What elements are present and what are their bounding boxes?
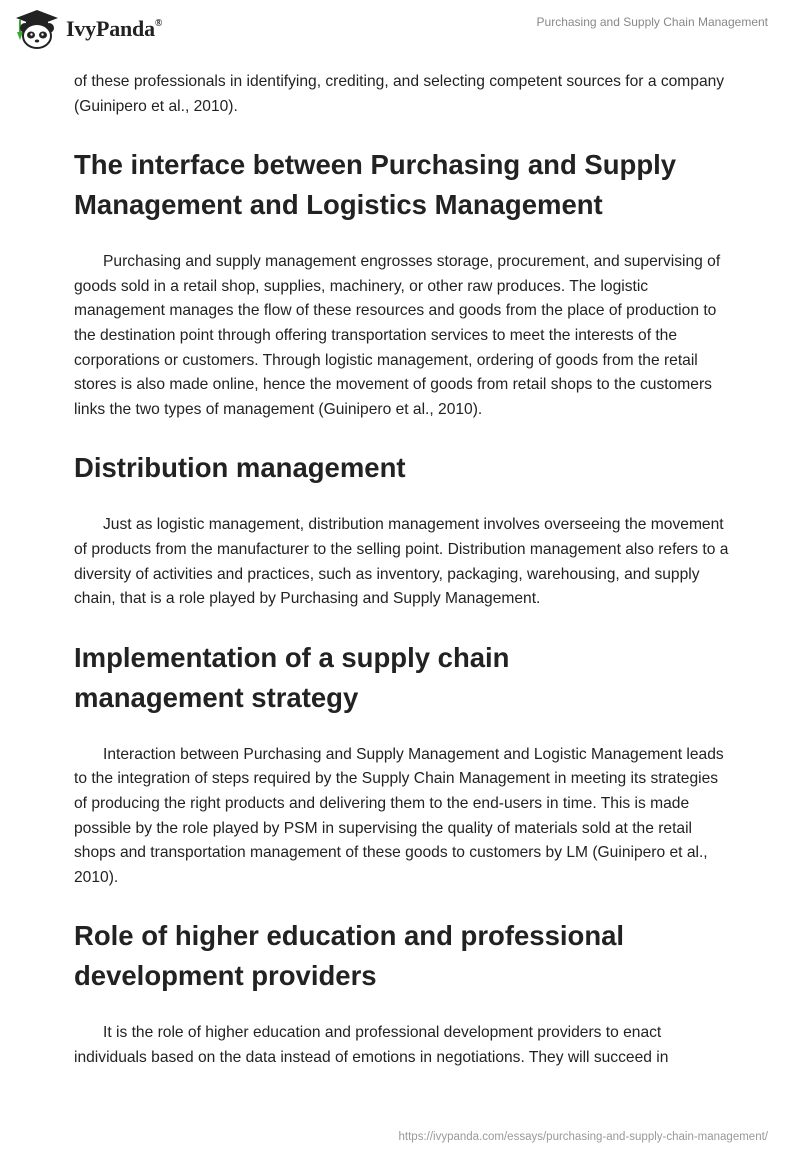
section-body-interface: Purchasing and supply management engrosses storage, procurement, and supervising of goods sold in a retail shop, supplies, machinery, or other raw produces. The logistic management manages the flow of these resources and goods from the place of production to the destination point through offering transportation services to meet the interests of the corporations or customers. Through logistic management, ordering of goods from the retail stores is also made online, hence the movement of goods from retail shops to the customers links the two types of management (Guinipero et al., 2010).	[74, 253, 721, 418]
document-title: Purchasing and Supply Chain Management	[536, 15, 768, 29]
section-heading-distribution: Distribution management	[74, 452, 406, 484]
intro-paragraph: of these professionals in identifying, crediting, and selecting competent sources for a company (Guinipero et al., 2010).	[74, 73, 725, 115]
brand-name: IvyPanda®	[66, 16, 163, 41]
essay-content	[74, 70, 734, 1070]
section-body-role: It is the role of higher education and professional development providers to enact individuals based on the data instead of emotions in negotiations. They will succeed in	[74, 1024, 669, 1066]
section-heading-interface: The interface between Purchasing and Supply Management and Logistics Management	[74, 149, 677, 221]
footer-source-link[interactable]: https://ivypanda.com/essays/purchasing-and-supply-chain-management/	[398, 1131, 768, 1143]
section-heading-role: Role of higher education and professional development providers	[74, 920, 625, 992]
section-body-implementation: Interaction between Purchasing and Supply Management and Logistic Management leads to the integration of steps required by the Supply Chain Management in meeting its strategies of producing the right products and delivering them to the end-users in time. This is made possible by the role played by PSM in supervising the quality of materials sold at the retail shops and transportation management of these goods to customers by LM (Guinipero et al., 2010).	[74, 745, 724, 886]
section-body-distribution: Just as logistic management, distribution management involves overseeing the movement of products from the manufacturer to the selling point. Distribution management also refers to a diversity of activities and practices, such as inventory, packaging, warehousing, and supply chain, that is a role played by Purchasing and Supply Management.	[74, 516, 729, 608]
section-heading-implementation: Implementation of a supply chain management strategy	[74, 641, 510, 713]
page-header	[0, 0, 800, 60]
brand-logo[interactable]	[14, 8, 162, 50]
panda-mascot-icon	[14, 8, 60, 50]
